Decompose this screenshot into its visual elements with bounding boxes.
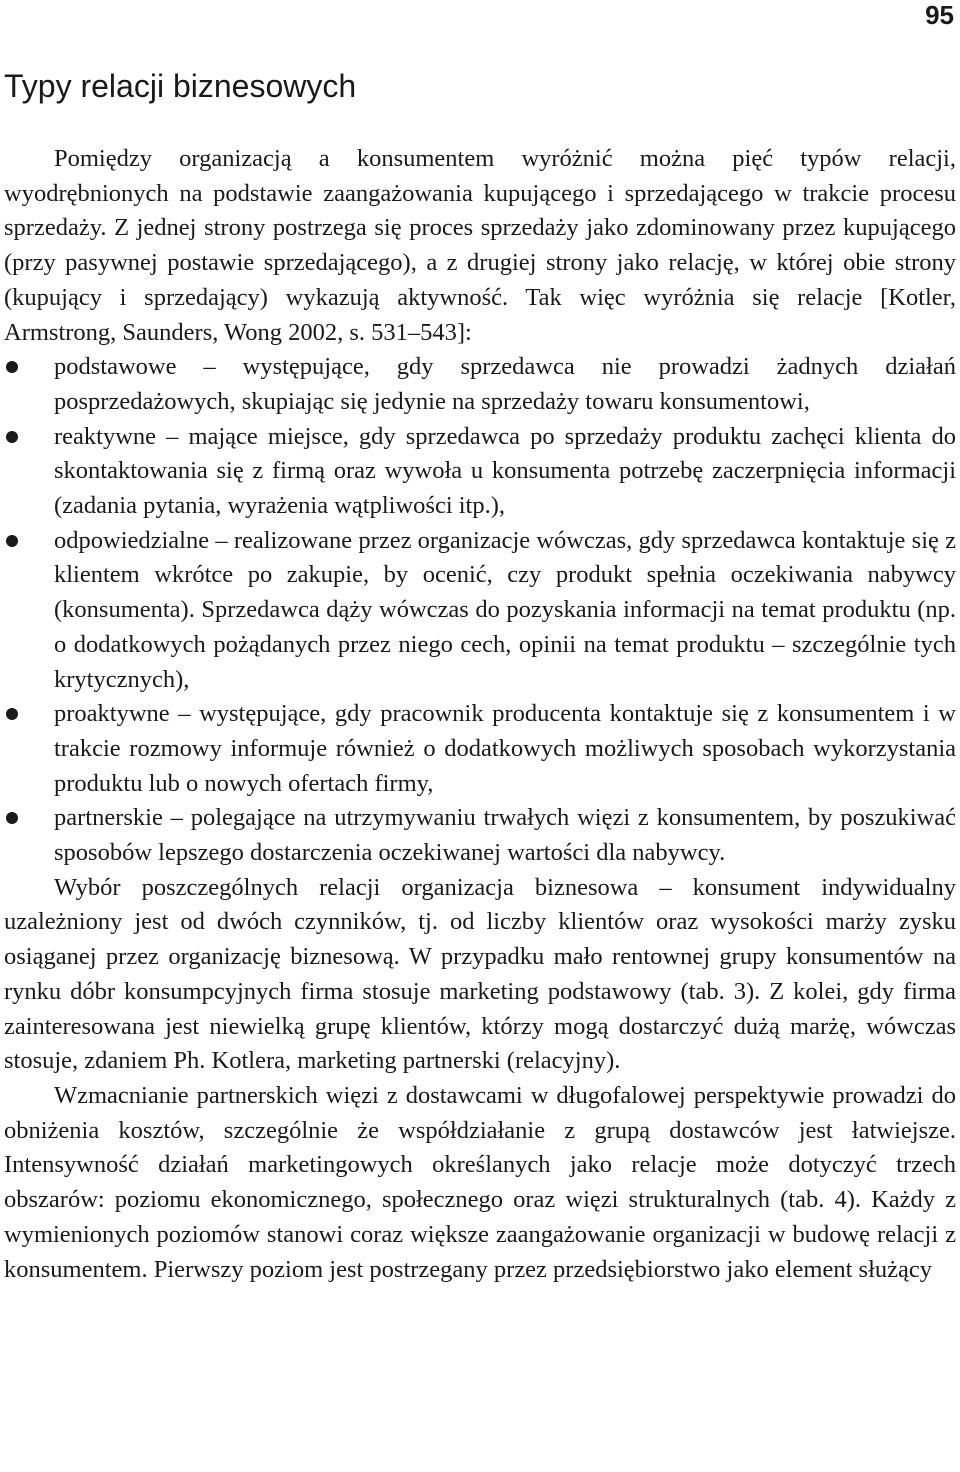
intro-paragraph: Pomiędzy organizacją a konsumentem wyróżnić można pięć typów relacji, wyodrębnionych na podstawie zaangażowania kupującego i sprzedającego w trakcie procesu sprzedaży. Z jednej strony postrzega się proces sprzedaży jako zdominowany przez kupującego (przy pasywnej postawie sprzedającego), a z drugiej strony jako relację, w której obie strony (kupujący i sprzedający) wykazują aktywność. Tak więc wyróżnia się relacje [Kotler, Armstrong, Saunders, Wong 2002, s. 531–543]: xyxy=(4,145,956,346)
list-item-text: reaktywne – mające miejsce, gdy sprzedawca po sprzedaży produktu zachęci klienta do skontaktowania się z firmą oraz wywoła u konsumenta potrzebę zaczerpnięcia informacji (zadania pytania, wyrażenia wątpliwości itp.), xyxy=(54,422,956,520)
bullet-icon xyxy=(6,361,18,373)
relation-types-list xyxy=(4,350,956,871)
list-item-text: partnerskie – polegające na utrzymywaniu trwałych więzi z konsumentem, by poszukiwać sposobów lepszego dostarczenia oczekiwanej wartości dla nabywcy. xyxy=(54,804,956,867)
list-item xyxy=(4,350,956,419)
paragraph-partner-bonds: Wzmacnianie partnerskich więzi z dostawcami w długofalowej perspektywie prowadzi do obniżenia kosztów, szczególnie że współdziałanie z grupą dostawców jest łatwiejsze. Intensywność działań marketingowych określanych jako relacje może dotyczyć trzech obszarów: poziomu ekonomicznego, społecznego oraz więzi strukturalnych (tab. 4). Każdy z wymienionych poziomów stanowi coraz większe zaangażowanie organizacji w budowę relacji z konsumentem. Pierwszy poziom jest postrzegany przez przedsiębiorstwo jako element służący xyxy=(4,1081,956,1283)
bullet-icon xyxy=(6,535,18,547)
bullet-icon xyxy=(6,431,18,443)
list-item-text: odpowiedzialne – realizowane przez organizacje wówczas, gdy sprzedawca kontaktuje się z klientem wkrótce po zakupie, by ocenić, czy produkt spełnia oczekiwania nabywcy (konsumenta). Sprzedawca dąży wówczas do pozyskania informacji na temat produktu (np. o dodatkowych pożądanych przez niego cech, opinii na temat produktu – szczególnie tych krytycznych), xyxy=(54,526,956,693)
section-heading: Typy relacji biznesowych xyxy=(4,68,357,104)
list-item xyxy=(4,420,956,524)
bullet-icon xyxy=(6,812,18,824)
list-item xyxy=(4,524,956,698)
list-item-text: podstawowe – występujące, gdy sprzedawca nie prowadzi żadnych działań posprzedażowych, skupiając się jedynie na sprzedaży towaru konsumentowi, xyxy=(54,353,956,415)
body-text xyxy=(4,142,956,1287)
list-item xyxy=(4,697,956,801)
paragraph-relation-choice: Wybór poszczególnych relacji organizacja biznesowa – konsument indywidualny uzależniony jest od dwóch czynników, tj. od liczby klientów oraz wysokości marży zysku osiąganej przez organizację biznesową. W przypadku mało rentownej grupy konsumentów na rynku dóbr konsumpcyjnych firma stosuje marketing podstawowy (tab. 3). Z kolei, gdy firma zainteresowana jest niewielką grupę klientów, którzy mogą dostarczyć dużą marżę, wówczas stosuje, zdaniem Ph. Kotlera, marketing partnerski (relacyjny). xyxy=(4,873,956,1075)
page-number: 95 xyxy=(925,0,954,30)
list-item-text: proaktywne – występujące, gdy pracownik producenta kontaktuje się z konsumentem i w trakcie rozmowy informuje również o dodatkowych możliwych sposobach wykorzystania produktu lub o nowych ofertach firmy, xyxy=(54,700,956,797)
bullet-icon xyxy=(6,708,18,720)
list-item xyxy=(4,801,956,870)
